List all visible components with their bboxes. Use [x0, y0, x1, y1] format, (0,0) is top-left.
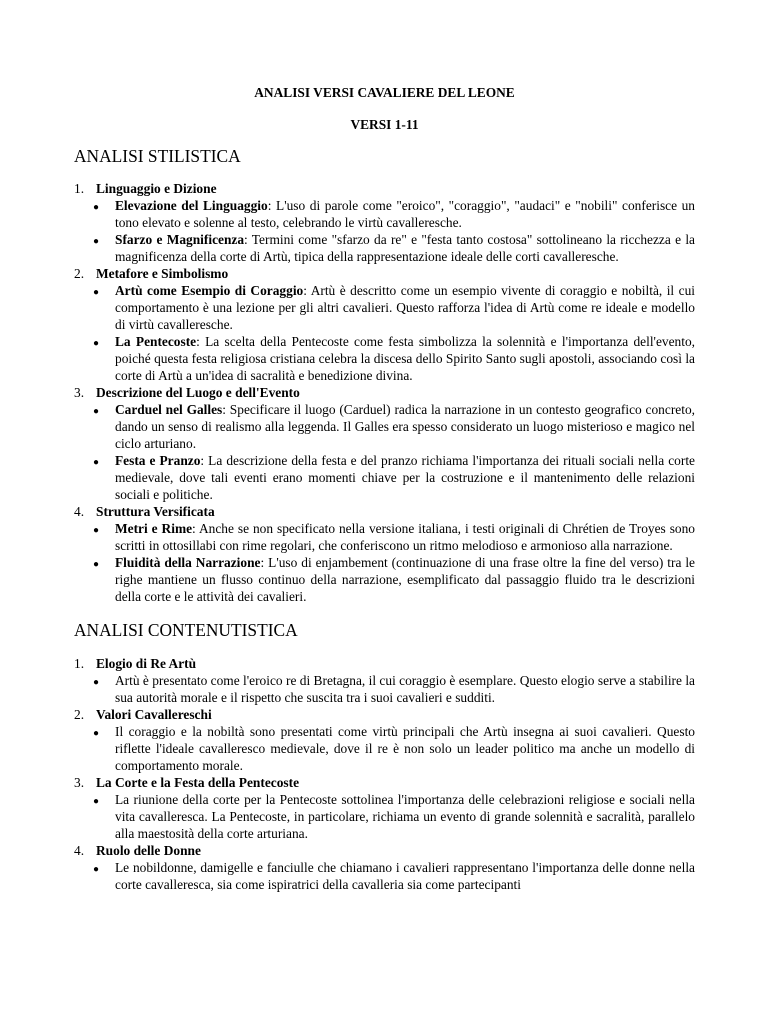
bullet-list [74, 282, 695, 384]
bullet-body: : L'uso di enjambement (continuazione di una frase oltre la fine del verso) tra le righe mantiene un flusso continuo della narrazione, esemplificato dal passaggio fluido tra le descrizioni della corte e le attività dei cavalieri. [115, 555, 695, 604]
bullet-text [115, 859, 695, 893]
topic-title: Metafore e Simbolismo [96, 266, 229, 281]
bullet-label: Elevazione del Linguaggio [115, 198, 268, 213]
bullet-icon: ● [93, 338, 100, 349]
bullet-item [74, 452, 695, 503]
bullet-list [74, 401, 695, 503]
bullet-text [115, 333, 695, 384]
bullet-icon: ● [93, 728, 100, 739]
bullet-icon: ● [93, 406, 100, 417]
bullet-item [74, 282, 695, 333]
bullet-label: Carduel nel Galles [115, 402, 223, 417]
bullet-label: Festa e Pranzo [115, 453, 201, 468]
topic-number: 3. [74, 775, 85, 790]
bullet-item [74, 333, 695, 384]
section-heading: ANALISI CONTENUTISTICA [74, 620, 298, 640]
topic-number: 2. [74, 266, 85, 281]
bullet-text [115, 791, 695, 842]
bullet-icon: ● [93, 236, 100, 247]
topic-title: Ruolo delle Donne [96, 843, 201, 858]
bullet-text [115, 520, 695, 554]
topic-header [74, 180, 695, 197]
topic-title: Linguaggio e Dizione [96, 181, 217, 196]
topic-header [74, 384, 695, 401]
bullet-text [115, 401, 695, 452]
bullet-body: Le nobildonne, damigelle e fanciulle che chiamano i cavalieri rappresentano l'importanza delle donne nella corte cavalleresca, sia come ispiratrici della cavalleria sia come partecipanti [115, 860, 695, 892]
topic-header [74, 774, 695, 791]
topic-list [74, 655, 695, 893]
sections-container [74, 145, 695, 893]
bullet-item [74, 723, 695, 774]
bullet-list [74, 723, 695, 774]
topic-header [74, 706, 695, 723]
document-subtitle: VERSI 1-11 [350, 117, 419, 132]
topic-item [74, 774, 695, 842]
bullet-item [74, 401, 695, 452]
bullet-item [74, 672, 695, 706]
bullet-label: La Pentecoste [115, 334, 197, 349]
bullet-list [74, 672, 695, 706]
bullet-body: La riunione della corte per la Pentecoste sottolinea l'importanza delle celebrazioni religiose e sociali nella vita cavalleresca. La Pentecoste, in particolare, richiama un evento di grande solennità e sacralità, parallelo alla maestosità della corte arturiana. [115, 792, 695, 841]
topic-number: 2. [74, 707, 85, 722]
bullet-item [74, 859, 695, 893]
document-title: ANALISI VERSI CAVALIERE DEL LEONE [254, 85, 515, 100]
topic-header [74, 842, 695, 859]
bullet-body: : La descrizione della festa e del pranzo richiama l'importanza dei rituali sociali nella corte medievale, dove tali eventi erano momenti chiave per la costruzione e il mantenimento delle relazioni sociali e politiche. [115, 453, 695, 502]
topic-number: 3. [74, 385, 85, 400]
bullet-label: Fluidità della Narrazione [115, 555, 261, 570]
bullet-item [74, 197, 695, 231]
bullet-text [115, 197, 695, 231]
bullet-icon: ● [93, 202, 100, 213]
bullet-item [74, 231, 695, 265]
bullet-icon: ● [93, 864, 100, 875]
topic-title: Descrizione del Luogo e dell'Evento [96, 385, 300, 400]
bullet-list [74, 197, 695, 265]
topic-item [74, 265, 695, 384]
bullet-body: : Anche se non specificato nella versione italiana, i testi originali di Chrétien de Troyes sono scritti in ottosillabi con rime regolari, che conferiscono un ritmo melodioso e armonioso alla narrazione. [115, 521, 695, 553]
bullet-list [74, 859, 695, 893]
topic-item [74, 180, 695, 265]
topic-title: Elogio di Re Artù [96, 656, 197, 671]
topic-title: Valori Cavallereschi [96, 707, 212, 722]
topic-number: 4. [74, 843, 85, 858]
bullet-icon: ● [93, 796, 100, 807]
bullet-body: : Artù è descritto come un esempio vivente di coraggio e nobiltà, il cui comportamento è una lezione per gli altri cavalieri. Questo rafforza l'idea di Artù come re ideale e modello di virtù cavalleresche. [115, 283, 695, 332]
topic-header [74, 503, 695, 520]
topic-item [74, 655, 695, 706]
topic-list [74, 180, 695, 605]
bullet-body: : L'uso di parole come "eroico", "coraggio", "audaci" e "nobili" conferisce un tono elevato e solenne al testo, celebrando le virtù cavalleresche. [115, 198, 696, 230]
bullet-body: Il coraggio e la nobiltà sono presentati come virtù principali che Artù insegna ai suoi cavalieri. Questo riflette l'ideale cavalleresco medievale, dove il re è non solo un leader politico ma anche un modello di comportamento morale. [115, 724, 695, 773]
bullet-body: Artù è presentato come l'eroico re di Bretagna, il cui coraggio è esemplare. Questo elogio serve a stabilire la sua autorità morale e il rispetto che suscita tra i suoi cavalieri e sudditi. [115, 673, 695, 705]
bullet-body: : Specificare il luogo (Carduel) radica la narrazione in un contesto geografico concreto, dando un senso di realismo alla leggenda. Il Galles era spesso considerato un luogo misterioso e magico nel ciclo arturiano. [115, 402, 695, 451]
topic-number: 4. [74, 504, 85, 519]
bullet-item [74, 520, 695, 554]
document-page [74, 84, 695, 893]
bullet-icon: ● [93, 457, 100, 468]
bullet-body: : La scelta della Pentecoste come festa simbolizza la solennità e l'importanza dell'evento, poiché questa festa religiosa cristiana celebra la discesa dello Spirito Santo sugli apostoli, associando così la corte di Artù a un'idea di sacralità e benedizione divina. [115, 334, 696, 383]
topic-item [74, 706, 695, 774]
bullet-icon: ● [93, 287, 100, 298]
bullet-text [115, 672, 695, 706]
bullet-icon: ● [93, 559, 100, 570]
topic-number: 1. [74, 656, 85, 671]
bullet-text [115, 554, 695, 605]
bullet-text [115, 282, 695, 333]
bullet-list [74, 791, 695, 842]
bullet-label: Artù come Esempio di Coraggio [115, 283, 304, 298]
bullet-item [74, 791, 695, 842]
bullet-text [115, 231, 695, 265]
bullet-label: Metri e Rime [115, 521, 193, 536]
bullet-item [74, 554, 695, 605]
bullet-icon: ● [93, 677, 100, 688]
topic-item [74, 842, 695, 893]
bullet-icon: ● [93, 525, 100, 536]
topic-item [74, 384, 695, 503]
topic-title: La Corte e la Festa della Pentecoste [96, 775, 300, 790]
topic-header [74, 655, 695, 672]
topic-item [74, 503, 695, 605]
bullet-list [74, 520, 695, 605]
bullet-label: Sfarzo e Magnificenza [115, 232, 245, 247]
topic-title: Struttura Versificata [96, 504, 215, 519]
topic-header [74, 265, 695, 282]
bullet-body: : Termini come "sfarzo da re" e "festa tanto costosa" sottolineano la ricchezza e la magnificenza della corte di Artù, tipica della rappresentazione ideale delle corti cavalleresche. [115, 232, 695, 264]
section-heading: ANALISI STILISTICA [74, 146, 241, 166]
topic-number: 1. [74, 181, 85, 196]
bullet-text [115, 723, 695, 774]
bullet-text [115, 452, 695, 503]
